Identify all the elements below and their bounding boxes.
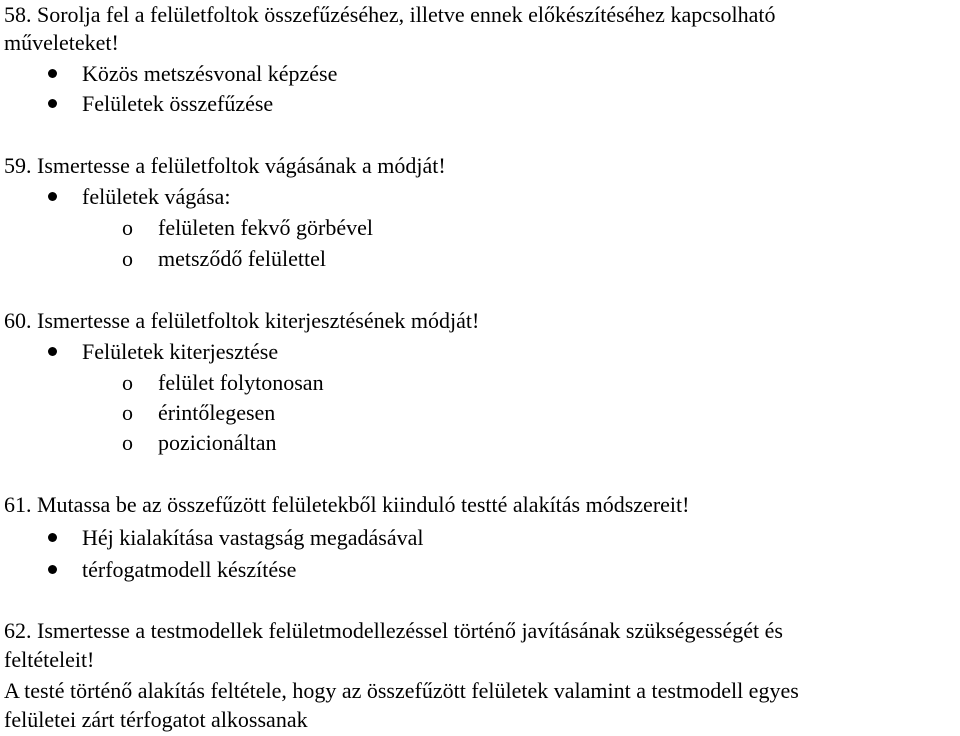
bullet-text: Felületek összefűzése bbox=[82, 91, 274, 116]
bullet-text: Felületek kiterjesztése bbox=[82, 339, 279, 364]
sub-text: felület folytonosan bbox=[158, 370, 324, 395]
question-58-line2: műveleteket! bbox=[4, 30, 119, 55]
question-60-title: 60. Ismertesse a felületfoltok kiterjesztésének módját! bbox=[4, 308, 480, 333]
bullet-dot-icon bbox=[48, 69, 57, 78]
sub-marker: o bbox=[122, 370, 133, 395]
sub-marker: o bbox=[122, 400, 133, 425]
sub-text: pozicionáltan bbox=[158, 430, 277, 455]
sub-marker: o bbox=[122, 430, 133, 455]
bullet-text: Héj kialakítása vastagság megadásával bbox=[82, 525, 424, 550]
answer-62-line1: A testé történő alakítás feltétele, hogy az összefűzött felületek valamint a testmodell egyes bbox=[4, 678, 799, 703]
question-62-line2: feltételeit! bbox=[4, 647, 95, 672]
question-58-line1: 58. Sorolja fel a felületfoltok összefűzéséhez, illetve ennek előkészítéséhez kapcsolható bbox=[4, 2, 776, 27]
bullet-dot-icon bbox=[48, 99, 57, 108]
bullet-text: térfogatmodell készítése bbox=[82, 557, 297, 582]
question-61-title: 61. Mutassa be az összefűzött felületekből kiinduló testté alakítás módszereit! bbox=[4, 492, 690, 517]
sub-marker: o bbox=[122, 215, 133, 240]
sub-text: érintőlegesen bbox=[158, 400, 276, 425]
answer-62-line2: felületei zárt térfogatot alkossanak bbox=[4, 707, 308, 732]
sub-marker: o bbox=[122, 246, 133, 271]
sub-text: felületen fekvő görbével bbox=[158, 215, 374, 240]
bullet-text: Közös metszésvonal képzése bbox=[82, 61, 338, 86]
bullet-dot-icon bbox=[48, 533, 57, 542]
bullet-dot-icon bbox=[48, 347, 57, 356]
bullet-dot-icon bbox=[48, 565, 57, 574]
bullet-text: felületek vágása: bbox=[82, 184, 231, 209]
question-62-line1: 62. Ismertesse a testmodellek felületmodellezéssel történő javításának szükségességét és bbox=[4, 618, 783, 643]
question-59-title: 59. Ismertesse a felületfoltok vágásának a módját! bbox=[4, 153, 446, 178]
sub-text: metsződő felülettel bbox=[158, 246, 326, 271]
bullet-dot-icon bbox=[48, 192, 57, 201]
